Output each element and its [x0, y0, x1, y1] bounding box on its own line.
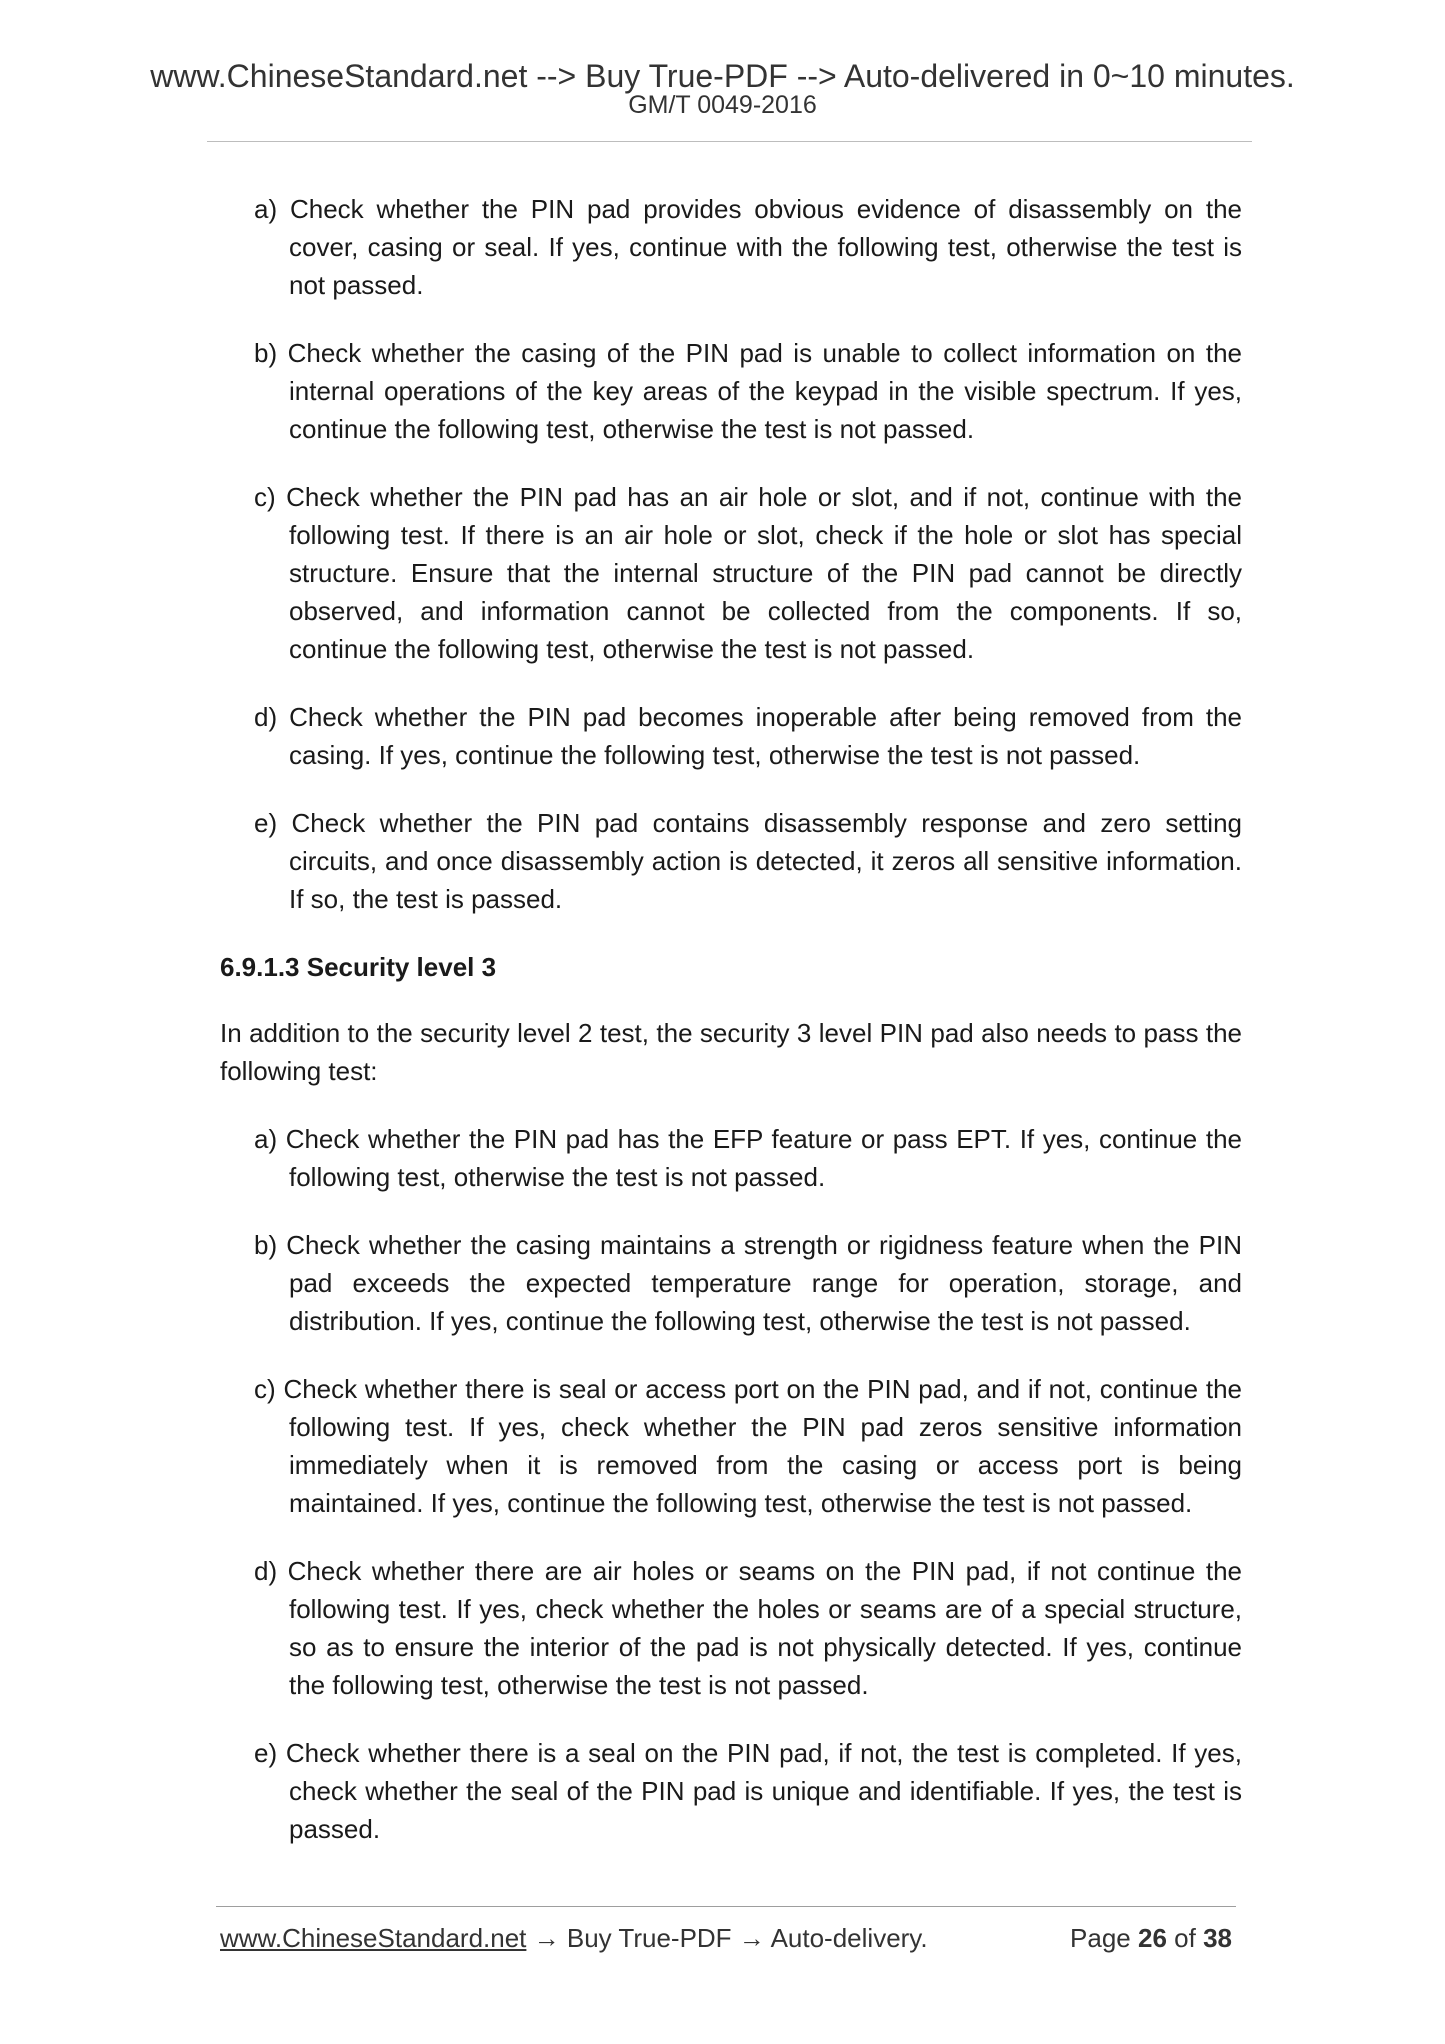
section-heading: 6.9.1.3 Security level 3	[220, 952, 497, 982]
list-item: b) Check whether the casing maintains a strength or rigidness feature when the PIN pad exceeds the expected temperature range for operation, storage, and distribution. If yes, continue the following test, otherwise the test is not passed.	[254, 1230, 1242, 1336]
total-pages: 38	[1203, 1923, 1232, 1953]
list-item: c) Check whether the PIN pad has an air hole or slot, and if not, continue with the following test. If there is an air hole or slot, check if the hole or slot has special structure. Ensure that the internal structure of the PIN pad cannot be directly observed, and information cannot be collected from the components. If so, continue the following test, otherwise the test is not passed.	[254, 482, 1242, 664]
footer-site-link[interactable]: www.ChineseStandard.net	[220, 1923, 527, 1953]
page-label: Page	[1070, 1923, 1131, 1953]
list-item: d) Check whether there are air holes or seams on the PIN pad, if not continue the following test. If yes, check whether the holes or seams are of a special structure, so as to ensure the interior of the pad is not physically detected. If yes, continue the following test, otherwise the test is not passed.	[254, 1556, 1242, 1700]
list-item: e) Check whether there is a seal on the PIN pad, if not, the test is completed. If yes, check whether the seal of the PIN pad is unique and identifiable. If yes, the test is passed.	[254, 1738, 1242, 1844]
footer-promo	[220, 1922, 928, 1954]
list-item: e) Check whether the PIN pad contains disassembly response and zero setting circuits, and once disassembly action is detected, it zeros all sensitive information. If so, the test is passed.	[254, 808, 1242, 914]
list-item: c) Check whether there is seal or access port on the PIN pad, and if not, continue the following test. If yes, check whether the PIN pad zeros sensitive information immediately when it is removed from the casing or access port is being maintained. If yes, continue the following test, otherwise the test is not passed.	[254, 1374, 1242, 1518]
page-number: 26	[1138, 1923, 1167, 1953]
list-item: d) Check whether the PIN pad becomes inoperable after being removed from the casing. If yes, continue the following test, otherwise the test is not passed.	[254, 702, 1242, 770]
footer-divider	[216, 1906, 1236, 1907]
site-banner: www.ChineseStandard.net --> Buy True-PDF --> Auto-delivered in 0~10 minutes.	[150, 58, 1295, 94]
header-divider	[207, 141, 1252, 142]
section-intro: In addition to the security level 2 test, the security 3 level PIN pad also needs to pass the following test:	[220, 1018, 1242, 1086]
list-item: b) Check whether the casing of the PIN pad is unable to collect information on the internal operations of the key areas of the keypad in the visible spectrum. If yes, continue the following test, otherwise the test is not passed.	[254, 338, 1242, 444]
page-content	[220, 190, 1242, 1878]
document-code: GM/T 0049-2016	[628, 91, 817, 119]
list-item: a) Check whether the PIN pad has the EFP feature or pass EPT. If yes, continue the following test, otherwise the test is not passed.	[254, 1124, 1242, 1192]
footer-tagline: → Buy True-PDF → Auto-delivery.	[526, 1923, 928, 1953]
of-label: of	[1174, 1923, 1196, 1953]
page-indicator	[1070, 1922, 1232, 1954]
list-item: a) Check whether the PIN pad provides obvious evidence of disassembly on the cover, casing or seal. If yes, continue with the following test, otherwise the test is not passed.	[254, 194, 1242, 300]
